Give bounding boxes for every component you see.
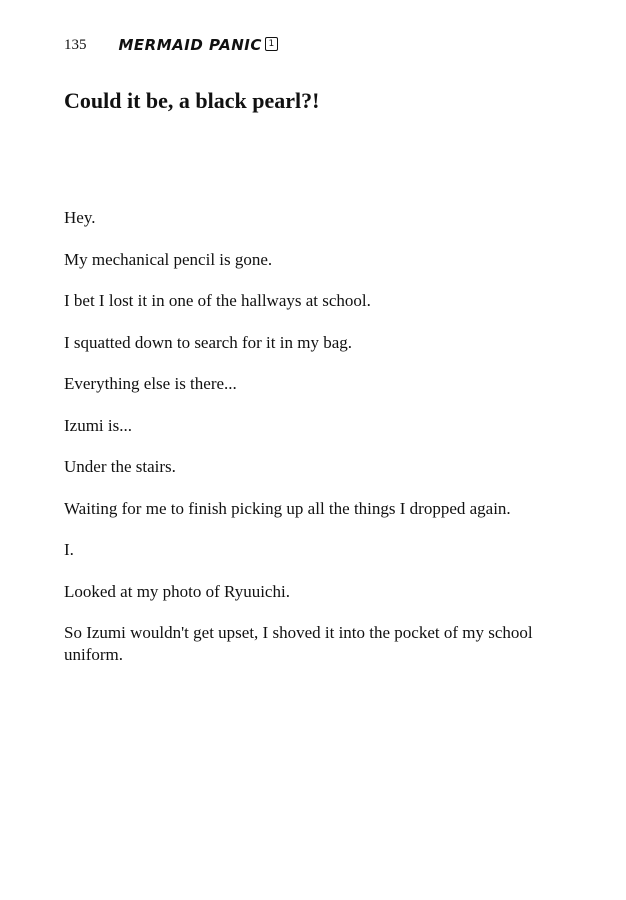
chapter-title: Could it be, a black pearl?! — [64, 88, 320, 113]
paragraph: I bet I lost it in one of the hallways at school. — [64, 291, 371, 310]
paragraph: Looked at my photo of Ryuuichi. — [64, 581, 290, 601]
volume-badge: 1 — [265, 37, 278, 51]
paragraph: I. — [64, 540, 74, 559]
series-title: MERMAID PANIC — [118, 36, 262, 54]
body-text — [64, 207, 564, 685]
paragraph: I squatted down to search for it in my bag. — [64, 332, 352, 352]
page-header — [64, 35, 278, 55]
paragraph: Everything else is there... — [64, 374, 237, 393]
paragraph: Waiting for me to finish picking up all the things I dropped again. — [64, 498, 511, 518]
paragraph: So Izumi wouldn't get upset, I shoved it into the pocket of my school uniform. — [64, 623, 533, 664]
paragraph: Hey. — [64, 208, 96, 227]
page-number: 135 — [64, 37, 87, 53]
paragraph: Izumi is... — [64, 415, 132, 435]
paragraph: Under the stairs. — [64, 457, 176, 476]
paragraph: My mechanical pencil is gone. — [64, 249, 273, 269]
